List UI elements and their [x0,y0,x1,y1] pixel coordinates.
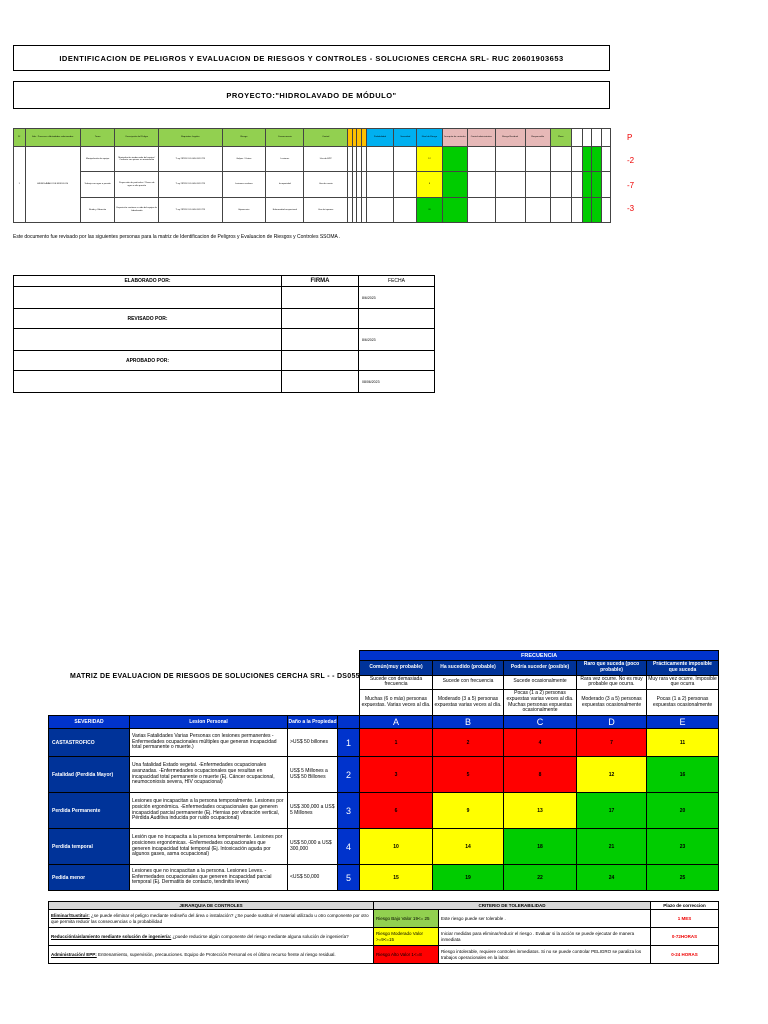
frequency-letter: C [504,716,577,729]
frequency-label: FRECUENCIA [360,651,719,661]
iper-risk: Lesiones oculares [222,172,266,197]
iper-plazo [550,172,571,197]
severity-lesion: Lesión que no incapacita a la persona temporalmente. Lesiones por posiciones ergonómicas. -Enfermedades ocupacionales que generen incapacidad total temporal (Ej. Intoxicación aguda por algunos gases, asma ocupacional) [130,829,288,865]
risk-level: Riesgo Bajo Valor 19<= 25 [374,910,439,928]
iper-head-19: Plazo [550,129,571,147]
iper-head-20 [571,129,583,147]
frequency-exposure: Moderado (3 a 5) personas expuestas varias veces al día. [433,690,504,716]
frequency-exposure: Moderado (3 a 5) personas expuestas ocasionalmente [577,690,647,716]
severity-name: CASTASTROFICO [49,729,130,757]
frequency-letter: B [433,716,504,729]
iper-legal: *Ley 29783 / DS 005-2012-TR [159,147,222,172]
iper-row-number: 1 [14,147,26,223]
iper-head-21 [583,129,592,147]
iper-head-3: Descripción del Peligro [115,129,159,147]
frequency-desc: Sucede con frecuencia [433,675,504,690]
iper-level: 20 [417,197,442,222]
frequency-desc: Muy rara vez ocurre. Imposible que ocurra [647,675,719,690]
control-description [49,910,374,928]
iper-control: Uso de tapones [304,197,348,222]
frequency-head: Ha sucedido (probable) [433,661,504,676]
iper-table [13,128,611,223]
risk-cell: 7 [577,729,647,757]
iper-resid [495,197,525,222]
control-description [49,946,374,964]
frequency-exposure: Pocas (1 a 2) personas expuestas ocasionalmente [647,690,719,716]
iper-jer [442,147,467,172]
signature-table [13,275,435,393]
elaborated-name [14,287,282,309]
severity-row [49,793,719,829]
risk-level: Riesgo Alto Valor 1<=8 [374,946,439,964]
iper-task: Manipulación de equipo [80,147,115,172]
iper-head-22 [592,129,601,147]
iper-row [14,172,611,197]
severity-lesion: Varias Fatalidades Varias Personas con lesiones permanentes -Enfermedades ocupacionales múltiples que generan incapacidad total permanente o muerte.) [130,729,288,757]
iper-head-16: Control administrativo [467,129,495,147]
revised-signature-top [282,309,359,329]
side-number-p: P [627,133,633,142]
severity-head: SEVERIDAD [49,716,130,729]
risk-level: Riesgo Moderado Valor >=9<=15 [374,928,439,946]
iper-head-13: Severidad [394,129,417,147]
approved-date: 08/06/2023 [359,371,435,393]
iper-admin [467,172,495,197]
severity-number: 5 [338,865,360,891]
control-row [49,946,719,964]
iper-x [571,172,583,197]
iper-x [601,172,610,197]
iper-consequence: Lesiones [266,147,304,172]
iper-head-4: Requisitos Legales [159,129,222,147]
side-number-2: -2 [627,156,635,165]
elaborated-signature [282,287,359,309]
hierarchy-head: JERARQUIA DE CONTROLES [49,902,374,910]
frequency-letter: A [360,716,433,729]
risk-cell: 22 [504,865,577,891]
iper-head-14: Nivel de Riesgo [417,129,442,147]
risk-cell: 17 [577,793,647,829]
severity-number: 3 [338,793,360,829]
severity-lesion: Lesiones que incapacitan a la persona temporalmente. Lesiones por posición ergonómica. -Enfermedades ocupacionales que generen incapacidad parcial permanente (Ej. Hernias por vibración vertical, Pérdida Auditiva inducida por ruido ocupacional) [130,793,288,829]
iper-prob [366,197,394,222]
iper-resp [525,172,550,197]
tolerability-head: CRITERIO DE TOLERABILIDAD [374,902,651,910]
tolerability-criterion: Iniciar medidas para eliminar/reducir el riesgo . Evaluar si la acción se puede ejecutar de manera inmediata [439,928,651,946]
iper-hazard: Proyección de partículas / Chorro de agua a alta presión [115,172,159,197]
review-note: Este documento fue revisado por las siguientes personas para la matriz de Identificacion de Peligros y Evaluacion de Riesgos y Controles SSOMA . [13,234,341,240]
iper-legal: *Ley 29783 / DS 005-2012-TR [159,197,222,222]
iper-x [571,197,583,222]
severity-name: Perdida temporal [49,829,130,865]
iper-hazard: Manipulación inadecuada del equipo / Contacto con piezas en movimiento [115,147,159,172]
iper-x [592,147,601,172]
damage-head: Daño a la Propiedad [288,716,338,729]
severity-row [49,865,719,891]
iper-plazo [550,147,571,172]
iper-prob [366,147,394,172]
frequency-exposure: Pocas (1 a 2) personas expuestas varias veces al día. Muchas personas expuestas ocasionalmente [504,690,577,716]
iper-x [571,147,583,172]
risk-cell: 19 [433,865,504,891]
iper-prob [366,172,394,197]
severity-name: Fatalidad (Perdida Mayor) [49,757,130,793]
iper-x [583,147,592,172]
risk-cell: 9 [433,793,504,829]
risk-cell: 25 [647,865,719,891]
risk-cell: 13 [504,793,577,829]
iper-x [583,197,592,222]
iper-sev [394,197,417,222]
risk-cell: 15 [360,865,433,891]
iper-head-2: Tarea [80,129,115,147]
risk-cell: 6 [360,793,433,829]
iper-level: 12 [417,147,442,172]
iper-control: Uso de EPP [304,147,348,172]
iper-risk: Golpes / Cortes [222,147,266,172]
control-text: Entrenamiento, supervisión, precauciones. Equipo de Protección Personal es el último recurso frente al riesgo residual. [96,951,336,957]
control-text: ¿se puede eliminar el peligro mediante rediseño del área o instalación? ¿Se puede sustituir el material utilizado u otro componente por otro que permita reducir las consecuencias o la probabilidad [51,913,369,924]
severity-damage: US$ 5 Millones a US$ 50 Billones [288,757,338,793]
frequency-desc: Sucede con demasiada frecuencia [360,675,433,690]
risk-cell: 20 [647,793,719,829]
iper-head-12: Probabilidad [366,129,394,147]
risk-cell: 18 [504,829,577,865]
control-label: Administración/ EPP: [51,951,97,957]
iper-consequence: Enfermedad ocupacional [266,197,304,222]
controls-table [48,901,719,964]
tolerability-criterion: Este riesgo puede ser tolerable . [439,910,651,928]
severity-damage: US$ 300,000 a US$ 5 Millones [288,793,338,829]
iper-plazo [550,197,571,222]
severity-number: 1 [338,729,360,757]
risk-cell: 23 [647,829,719,865]
revised-signature [282,329,359,351]
severity-name: Perdida Permanente [49,793,130,829]
risk-cell: 21 [577,829,647,865]
iper-row [14,147,611,172]
revised-name [14,329,282,351]
matrix-title: MATRIZ DE EVALUACION DE RIESGOS DE SOLUCIONES CERCHA SRL - - DS055 [70,673,360,680]
iper-hazard: Exposición continua a ruido del equipo de hidrolavado [115,197,159,222]
frequency-head: Raro que suceda (poco probable) [577,661,647,676]
frequency-exposure: Muchas (6 o más) personas expuestas. Varias veces al día. [360,690,433,716]
approved-signature-top [282,351,359,371]
control-row [49,928,719,946]
severity-lesion: Lesiones que no incapacitan a la persona. Lesiones Leves. -Enfermedades ocupacionales que generen incapacidad parcial temporal (Ej. Dermatitis de contacto, tendinitis leves) [130,865,288,891]
risk-cell: 1 [360,729,433,757]
severity-name: Pedida menor [49,865,130,891]
severity-row [49,829,719,865]
iper-head-6: Consecuencia [266,129,304,147]
iper-x [592,197,601,222]
side-number-3: -3 [627,204,635,213]
iper-row [14,197,611,222]
risk-matrix [48,650,719,891]
correction-deadline: 1 MES [651,910,719,928]
fecha-label: FECHA [359,276,435,287]
iper-head-23 [601,129,610,147]
correction-deadline: 0-72HORAS [651,928,719,946]
iper-legal: *Ley 29783 / DS 005-2012-TR [159,172,222,197]
control-text: ¿puede reducirse algún componente del riesgo mediante alguna solución de ingeniería? [171,933,349,939]
iper-head-7: Control [304,129,348,147]
matrix-blank [49,651,360,716]
iper-consequence: Incapacidad [266,172,304,197]
side-number-7: -7 [627,181,635,190]
iper-x [583,172,592,197]
approved-date-top [359,351,435,371]
approved-name [14,371,282,393]
severity-row [49,729,719,757]
risk-cell: 11 [647,729,719,757]
firma-label: FIRMA [282,276,359,287]
control-row [49,910,719,928]
iper-x [592,172,601,197]
iper-resid [495,172,525,197]
iper-x [601,197,610,222]
iper-head-15: Jerarquía de controles [442,129,467,147]
severity-lesion: Una fatalidad Estado vegetal. -Enfermedades ocupacionales avanzadas. -Enfermedades ocupacionales que resultan en incapacidad total permanente o muerte (Ej. Cáncer ocupacional, neumoconiosis severa, HIV ocupacional) [130,757,288,793]
correction-deadline: 0-24 HORAS [651,946,719,964]
iper-jer [442,172,467,197]
iper-task: Trabajo con agua a presión [80,172,115,197]
frequency-head: Prácticamente imposible que suceda [647,661,719,676]
approved-label: APROBADO POR: [14,351,282,371]
frequency-head: Podría suceder (posible) [504,661,577,676]
iper-level: 8 [417,172,442,197]
iper-sev [394,147,417,172]
iper-head-18: Responsable [525,129,550,147]
control-label: Eliminar/Sustituir: [51,913,90,919]
elaborated-label: ELABORADO POR: [14,276,282,287]
frequency-desc: Sucede ocasionalmente [504,675,577,690]
risk-cell: 10 [360,829,433,865]
iper-resid [495,147,525,172]
iper-x [601,147,610,172]
elaborated-date: 8/6/2023 [359,287,435,309]
iper-risk: Hipoacusia [222,197,266,222]
document-title: IDENTIFICACION DE PELIGROS Y EVALUACION DE RIESGOS Y CONTROLES - SOLUCIONES CERCHA SRL- RUC 20601903653 [13,45,610,71]
deadline-head: Plazo de correccion [651,902,719,910]
iper-head-17: Riesgo Residual [495,129,525,147]
risk-cell: 12 [577,757,647,793]
project-title: PROYECTO:"HIDROLAVADO DE MÓDULO" [13,81,610,109]
lesion-head: Lesion Personal [130,716,288,729]
iper-admin [467,147,495,172]
risk-cell: 24 [577,865,647,891]
severity-damage: >US$ 50 billones [288,729,338,757]
revised-date-top [359,309,435,329]
frequency-head: Común(muy probable) [360,661,433,676]
frequency-desc: Rara vez ocurre. No es muy probable que ocurra. [577,675,647,690]
iper-head-5: Riesgo [222,129,266,147]
severity-damage: <US$ 50,000 [288,865,338,891]
frequency-letter: E [647,716,719,729]
frequency-letter: D [577,716,647,729]
iper-resp [525,147,550,172]
severity-row [49,757,719,793]
iper-admin [467,197,495,222]
iper-process: HIDROLAVADO DE MODULOS [25,147,80,223]
iper-head-1: Sub - Procesos o Actividades relacionadas [25,129,80,147]
iper-resp [525,197,550,222]
iper-jer [442,197,467,222]
iper-control: Uso de careta [304,172,348,197]
risk-cell: 14 [433,829,504,865]
severity-number: 4 [338,829,360,865]
iper-head-0: N° [14,129,26,147]
risk-cell: 2 [433,729,504,757]
risk-cell: 4 [504,729,577,757]
risk-cell: 16 [647,757,719,793]
risk-cell: 3 [360,757,433,793]
risk-cell: 8 [504,757,577,793]
risk-cell: 5 [433,757,504,793]
matrix-corner [338,716,360,729]
severity-damage: US$ 50,000 a US$ 300,000 [288,829,338,865]
iper-task: Ruido y Vibración [80,197,115,222]
revised-date: 8/6/2023 [359,329,435,351]
control-description [49,928,374,946]
iper-sev [394,172,417,197]
approved-signature [282,371,359,393]
severity-number: 2 [338,757,360,793]
revised-label: REVISADO POR: [14,309,282,329]
tolerability-criterion: Riesgo intolerable, requiere controles inmediatos. Si no se puede controlar PELIGRO se paraliza los trabajos operacionales en la labor. [439,946,651,964]
control-label: Reducción/aislamiento mediante solución de ingeniería: [51,933,172,939]
